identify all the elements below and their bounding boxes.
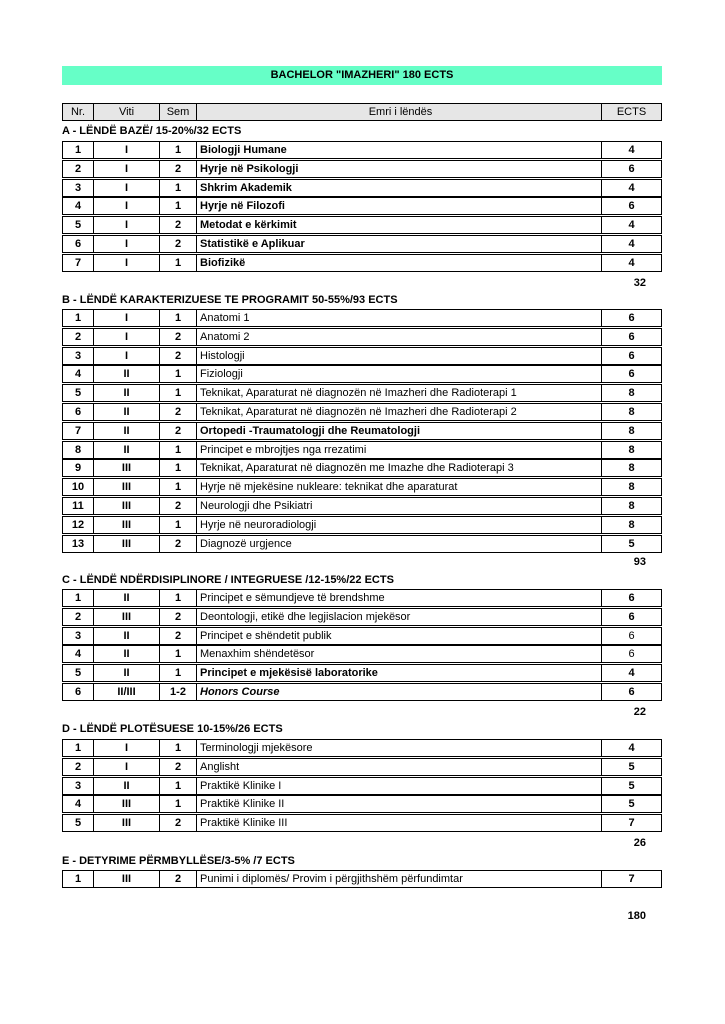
cell-course-name: Diagnozë urgjence: [197, 535, 602, 553]
cell-course-name: Principet e mjekësisë laboratorike: [197, 664, 602, 682]
cell-viti: II: [94, 645, 160, 663]
cell-nr: 1: [62, 141, 94, 159]
cell-ects: 6: [602, 608, 662, 626]
cell-course-name: Honors Course: [197, 683, 602, 701]
table-row: [62, 403, 662, 421]
cell-course-name: Punimi i diplomës/ Provim i përgjithshëm përfundimtar: [197, 870, 602, 888]
cell-course-name: Teknikat, Aparaturat në diagnozën në Imazheri dhe Radioterapi 1: [197, 384, 602, 402]
cell-viti: III: [94, 535, 160, 553]
cell-course-name: Hyrje në Filozofi: [197, 197, 602, 215]
cell-sem: 2: [160, 497, 197, 515]
table-row: [62, 535, 662, 553]
cell-ects: 6: [602, 365, 662, 383]
cell-sem: 1-2: [160, 683, 197, 701]
table-header-row: [62, 103, 662, 121]
cell-course-name: Praktikë Klinike III: [197, 814, 602, 832]
cell-sem: 2: [160, 758, 197, 776]
cell-ects: 5: [602, 795, 662, 813]
cell-course-name: Anglisht: [197, 758, 602, 776]
cell-sem: 2: [160, 608, 197, 626]
cell-course-name: Neurologji dhe Psikiatri: [197, 497, 602, 515]
table-row: [62, 497, 662, 515]
cell-course-name: Menaxhim shëndetësor: [197, 645, 602, 663]
cell-nr: 4: [62, 645, 94, 663]
header-viti: Viti: [94, 103, 160, 121]
cell-nr: 5: [62, 664, 94, 682]
section-title: C - LËNDË NDËRDISIPLINORE / INTEGRUESE /12-15%/22 ECTS: [62, 574, 394, 586]
table-row: [62, 441, 662, 459]
grand-total: 180: [627, 910, 646, 922]
cell-viti: I: [94, 309, 160, 327]
cell-ects: 6: [602, 627, 662, 645]
cell-sem: 1: [160, 795, 197, 813]
cell-ects: 8: [602, 497, 662, 515]
table-row: [62, 328, 662, 346]
section-title: A - LËNDË BAZË/ 15-20%/32 ECTS: [62, 125, 242, 137]
cell-nr: 8: [62, 441, 94, 459]
table-row: [62, 627, 662, 645]
program-title: BACHELOR "IMAZHERI" 180 ECTS: [62, 66, 662, 85]
cell-ects: 7: [602, 870, 662, 888]
cell-course-name: Fiziologji: [197, 365, 602, 383]
cell-sem: 2: [160, 403, 197, 421]
cell-nr: 7: [62, 254, 94, 272]
cell-ects: 4: [602, 739, 662, 757]
section-title: E - DETYRIME PËRMBYLLËSE/3-5% /7 ECTS: [62, 855, 295, 867]
cell-viti: III: [94, 608, 160, 626]
cell-ects: 6: [602, 328, 662, 346]
cell-course-name: Hyrje në Psikologji: [197, 160, 602, 178]
cell-sem: 1: [160, 478, 197, 496]
cell-nr: 2: [62, 160, 94, 178]
cell-course-name: Teknikat, Aparaturat në diagnozën në Imazheri dhe Radioterapi 2: [197, 403, 602, 421]
cell-ects: 6: [602, 197, 662, 215]
cell-ects: 6: [602, 160, 662, 178]
cell-viti: III: [94, 814, 160, 832]
table-row: [62, 197, 662, 215]
cell-course-name: Praktikë Klinike I: [197, 777, 602, 795]
cell-course-name: Terminologji mjekësore: [197, 739, 602, 757]
table-row: [62, 179, 662, 197]
cell-course-name: Praktikë Klinike II: [197, 795, 602, 813]
cell-nr: 12: [62, 516, 94, 534]
cell-nr: 3: [62, 179, 94, 197]
cell-nr: 1: [62, 589, 94, 607]
cell-viti: III: [94, 795, 160, 813]
cell-nr: 1: [62, 309, 94, 327]
cell-viti: I: [94, 739, 160, 757]
cell-sem: 1: [160, 459, 197, 477]
cell-sem: 1: [160, 141, 197, 159]
cell-sem: 2: [160, 422, 197, 440]
table-row: [62, 739, 662, 757]
table-row: [62, 516, 662, 534]
cell-course-name: Metodat e kërkimit: [197, 216, 602, 234]
table-row: [62, 608, 662, 626]
cell-ects: 6: [602, 309, 662, 327]
cell-nr: 3: [62, 627, 94, 645]
table-row: [62, 141, 662, 159]
table-row: [62, 235, 662, 253]
header-ects: ECTS: [602, 103, 662, 121]
cell-course-name: Hyrje në neuroradiologji: [197, 516, 602, 534]
cell-sem: 1: [160, 516, 197, 534]
table-row: [62, 459, 662, 477]
cell-course-name: Deontologji, etikë dhe legjislacion mjekësor: [197, 608, 602, 626]
cell-ects: 6: [602, 589, 662, 607]
cell-ects: 8: [602, 516, 662, 534]
cell-ects: 8: [602, 441, 662, 459]
section-subtotal: 32: [633, 277, 646, 289]
cell-viti: II/III: [94, 683, 160, 701]
cell-course-name: Hyrje në mjekësine nukleare: teknikat dhe aparaturat: [197, 478, 602, 496]
cell-viti: I: [94, 235, 160, 253]
section-title: B - LËNDË KARAKTERIZUESE TE PROGRAMIT 50-55%/93 ECTS: [62, 294, 398, 306]
cell-viti: I: [94, 160, 160, 178]
cell-viti: I: [94, 347, 160, 365]
cell-ects: 7: [602, 814, 662, 832]
table-row: [62, 664, 662, 682]
cell-sem: 2: [160, 627, 197, 645]
cell-sem: 1: [160, 589, 197, 607]
cell-course-name: Shkrim Akademik: [197, 179, 602, 197]
table-row: [62, 645, 662, 663]
cell-nr: 7: [62, 422, 94, 440]
cell-viti: I: [94, 179, 160, 197]
table-row: [62, 216, 662, 234]
cell-ects: 8: [602, 422, 662, 440]
cell-viti: I: [94, 758, 160, 776]
cell-nr: 3: [62, 777, 94, 795]
cell-ects: 4: [602, 254, 662, 272]
cell-sem: 2: [160, 235, 197, 253]
cell-ects: 8: [602, 478, 662, 496]
cell-ects: 6: [602, 347, 662, 365]
cell-course-name: Principet e mbrojtjes nga rrezatimi: [197, 441, 602, 459]
cell-course-name: Teknikat, Aparaturat në diagnozën me Imazhe dhe Radioterapi 3: [197, 459, 602, 477]
cell-course-name: Histologji: [197, 347, 602, 365]
cell-course-name: Anatomi 1: [197, 309, 602, 327]
cell-sem: 2: [160, 814, 197, 832]
table-row: [62, 683, 662, 701]
table-row: [62, 814, 662, 832]
cell-ects: 8: [602, 384, 662, 402]
cell-sem: 2: [160, 328, 197, 346]
cell-sem: 1: [160, 664, 197, 682]
cell-sem: 1: [160, 179, 197, 197]
table-row: [62, 384, 662, 402]
cell-sem: 1: [160, 254, 197, 272]
cell-course-name: Biofizikë: [197, 254, 602, 272]
cell-viti: I: [94, 328, 160, 346]
cell-viti: II: [94, 403, 160, 421]
cell-nr: 11: [62, 497, 94, 515]
cell-viti: III: [94, 459, 160, 477]
cell-nr: 13: [62, 535, 94, 553]
header-name: Emri i lëndës: [197, 103, 602, 121]
table-row: [62, 365, 662, 383]
cell-sem: 2: [160, 160, 197, 178]
header-nr: Nr.: [62, 103, 94, 121]
cell-course-name: Principet e shëndetit publik: [197, 627, 602, 645]
table-row: [62, 777, 662, 795]
table-row: [62, 347, 662, 365]
cell-nr: 4: [62, 365, 94, 383]
cell-course-name: Ortopedi -Traumatologji dhe Reumatologji: [197, 422, 602, 440]
cell-viti: II: [94, 627, 160, 645]
cell-viti: I: [94, 254, 160, 272]
section-subtotal: 26: [633, 837, 646, 849]
header-sem: Sem: [160, 103, 197, 121]
table-row: [62, 795, 662, 813]
cell-course-name: Principet e sëmundjeve të brendshme: [197, 589, 602, 607]
table-row: [62, 758, 662, 776]
cell-sem: 1: [160, 441, 197, 459]
cell-ects: 4: [602, 216, 662, 234]
cell-viti: II: [94, 365, 160, 383]
cell-viti: III: [94, 870, 160, 888]
cell-ects: 8: [602, 459, 662, 477]
cell-viti: III: [94, 497, 160, 515]
cell-nr: 1: [62, 739, 94, 757]
cell-course-name: Biologji Humane: [197, 141, 602, 159]
cell-ects: 4: [602, 664, 662, 682]
cell-nr: 1: [62, 870, 94, 888]
cell-sem: 2: [160, 535, 197, 553]
cell-ects: 5: [602, 777, 662, 795]
cell-sem: 1: [160, 384, 197, 402]
cell-nr: 2: [62, 328, 94, 346]
cell-nr: 6: [62, 235, 94, 253]
cell-ects: 6: [602, 645, 662, 663]
cell-sem: 2: [160, 347, 197, 365]
cell-sem: 1: [160, 777, 197, 795]
table-row: [62, 309, 662, 327]
section-subtotal: 93: [633, 556, 646, 568]
table-row: [62, 422, 662, 440]
cell-nr: 4: [62, 795, 94, 813]
cell-ects: 4: [602, 235, 662, 253]
cell-viti: I: [94, 216, 160, 234]
cell-nr: 10: [62, 478, 94, 496]
cell-viti: II: [94, 664, 160, 682]
cell-nr: 2: [62, 758, 94, 776]
cell-sem: 2: [160, 870, 197, 888]
table-row: [62, 254, 662, 272]
cell-nr: 2: [62, 608, 94, 626]
cell-sem: 1: [160, 365, 197, 383]
table-row: [62, 160, 662, 178]
cell-nr: 6: [62, 683, 94, 701]
cell-viti: I: [94, 141, 160, 159]
cell-ects: 5: [602, 758, 662, 776]
cell-nr: 3: [62, 347, 94, 365]
cell-ects: 4: [602, 179, 662, 197]
cell-nr: 6: [62, 403, 94, 421]
cell-nr: 9: [62, 459, 94, 477]
cell-ects: 6: [602, 683, 662, 701]
cell-ects: 8: [602, 403, 662, 421]
cell-sem: 2: [160, 216, 197, 234]
section-subtotal: 22: [633, 706, 646, 718]
cell-viti: III: [94, 478, 160, 496]
cell-viti: III: [94, 516, 160, 534]
cell-sem: 1: [160, 739, 197, 757]
table-row: [62, 478, 662, 496]
cell-viti: II: [94, 441, 160, 459]
cell-sem: 1: [160, 197, 197, 215]
cell-course-name: Anatomi 2: [197, 328, 602, 346]
cell-sem: 1: [160, 309, 197, 327]
cell-nr: 4: [62, 197, 94, 215]
cell-viti: II: [94, 384, 160, 402]
cell-nr: 5: [62, 216, 94, 234]
cell-viti: I: [94, 197, 160, 215]
cell-viti: II: [94, 422, 160, 440]
cell-nr: 5: [62, 384, 94, 402]
cell-sem: 1: [160, 645, 197, 663]
cell-viti: II: [94, 589, 160, 607]
cell-viti: II: [94, 777, 160, 795]
cell-course-name: Statistikë e Aplikuar: [197, 235, 602, 253]
table-row: [62, 589, 662, 607]
cell-ects: 5: [602, 535, 662, 553]
cell-ects: 4: [602, 141, 662, 159]
cell-nr: 5: [62, 814, 94, 832]
table-row: [62, 870, 662, 888]
section-title: D - LËNDË PLOTËSUESE 10-15%/26 ECTS: [62, 723, 283, 735]
